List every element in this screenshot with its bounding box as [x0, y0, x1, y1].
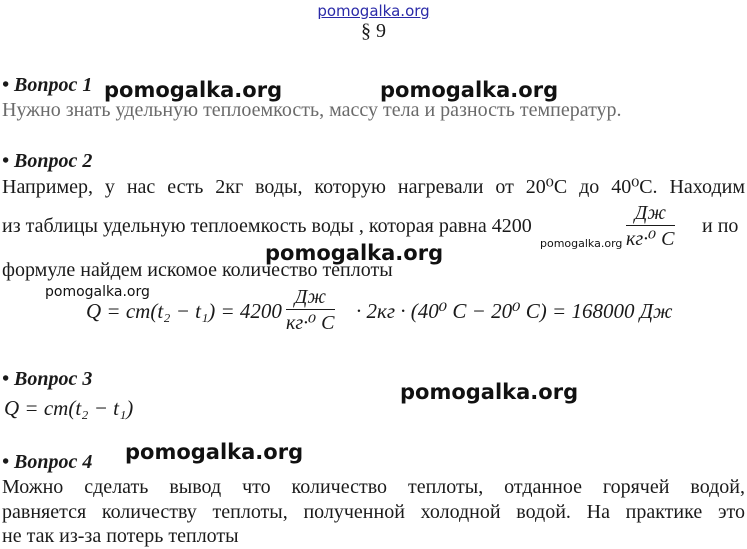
- formula-main-a: Q = cm(t₂ − t₁) = 4200: [86, 299, 282, 323]
- question-4-line-2: равняется количеству теплоты, полученной холодной водой. На практике это: [2, 501, 745, 523]
- watermark: pomogalka.org: [400, 380, 579, 404]
- question-2-line-2a: из таблицы удельную теплоемкость воды , которая равна 4200: [2, 215, 532, 237]
- formula-unit-denominator: кг·⁰ С: [286, 312, 335, 334]
- top-watermark-link[interactable]: pomogalka.org: [317, 2, 430, 20]
- formula-unit-numerator: Дж: [286, 286, 335, 310]
- formula-unit-fraction: [286, 286, 335, 335]
- question-3-formula: Q = cm(t₂ − t₁): [4, 396, 134, 420]
- unit-fraction: [626, 202, 675, 251]
- watermark: pomogalka.org: [265, 241, 444, 265]
- watermark: pomogalka.org: [540, 237, 623, 250]
- question-1-title: • Вопрос 1: [2, 74, 93, 96]
- question-2-title: • Вопрос 2: [2, 150, 93, 172]
- question-4-line-3: не так из-за потерь теплоты: [2, 525, 239, 547]
- question-3-title: • Вопрос 3: [2, 368, 93, 390]
- unit-denominator: кг·⁰ С: [626, 228, 675, 250]
- watermark: pomogalka.org: [380, 78, 559, 102]
- watermark: pomogalka.org: [125, 440, 304, 464]
- section-number: § 9: [361, 20, 386, 42]
- question-2-line-2b: и по: [702, 215, 739, 237]
- question-4-title: • Вопрос 4: [2, 451, 93, 473]
- question-2-line-1: Например, у нас есть 2кг воды, которую нагревали от 20⁰С до 40⁰С. Находим: [2, 176, 745, 198]
- question-4-line-1: Можно сделать вывод что количество теплоты, отданное горячей водой,: [2, 476, 745, 498]
- unit-numerator: Дж: [626, 202, 675, 226]
- question-2-line-3: формуле найдем искомое количество теплоты: [2, 259, 393, 281]
- question-1-answer: Нужно знать удельную теплоемкость, массу тела и разность температур.: [2, 99, 622, 121]
- watermark: pomogalka.org: [104, 78, 283, 102]
- formula-main-b: · 2кг · (40⁰ С − 20⁰ С) = 168000 Дж: [356, 299, 673, 323]
- watermark: pomogalka.org: [45, 284, 150, 300]
